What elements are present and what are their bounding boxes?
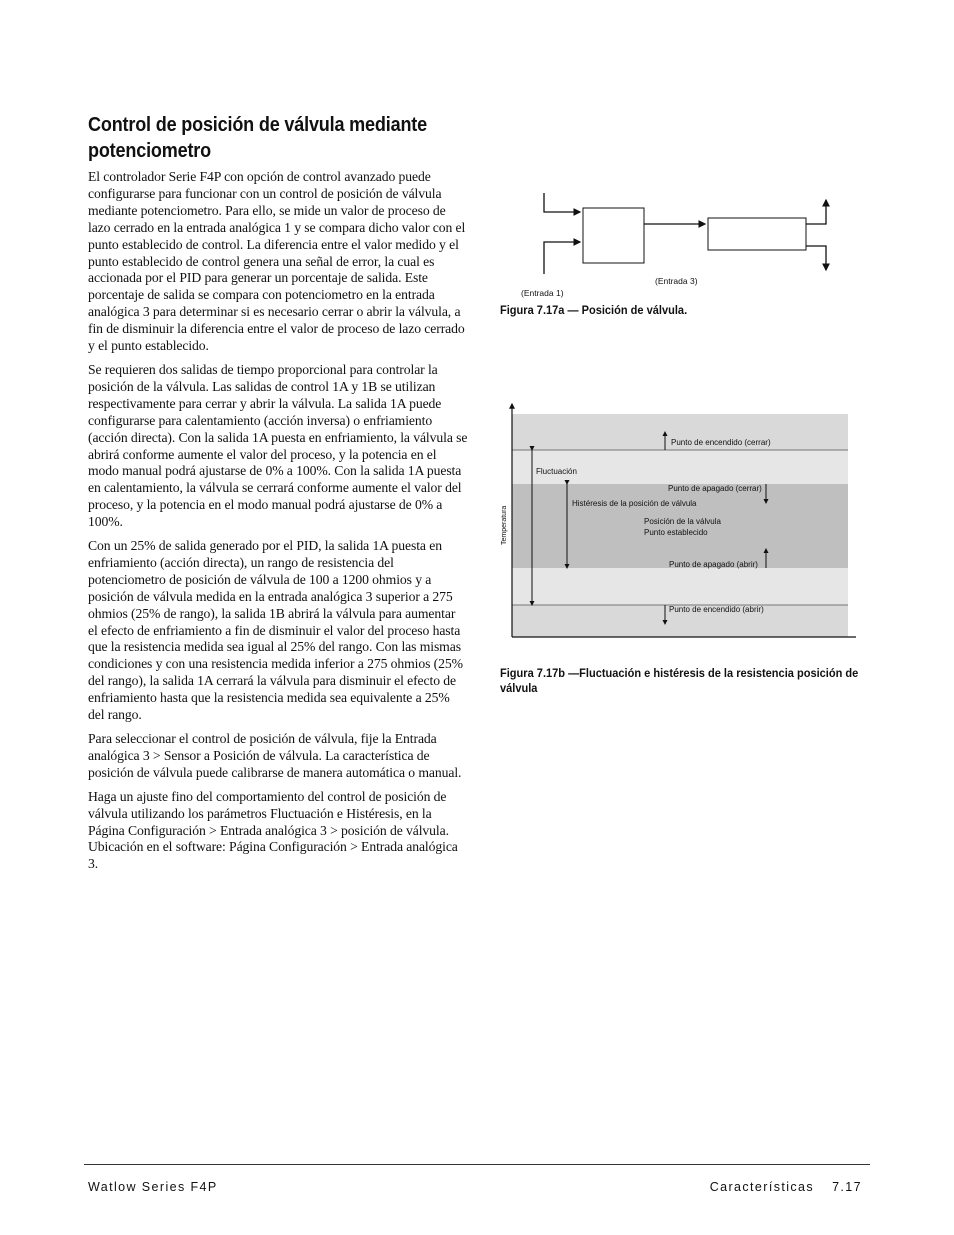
footer-rule bbox=[84, 1164, 870, 1165]
valve-position-label: Posición de la válvula bbox=[644, 517, 721, 526]
y-axis-label: Temperatura bbox=[501, 505, 508, 545]
input-3-label: (Entrada 3) bbox=[655, 276, 698, 286]
band-hysteresis bbox=[512, 484, 848, 568]
paragraph-4: Para seleccionar el control de posición de válvula, fije la Entrada analógica 3 > Sensor a Posición de válvula. La característica de posición de válvula puede calibrarse de manera automática o manual. bbox=[88, 731, 462, 780]
page-number: 7.17 bbox=[832, 1180, 862, 1194]
footer-section bbox=[710, 1180, 862, 1194]
on-open-label: Punto de encendido (abrir) bbox=[669, 605, 764, 614]
band-fluctuation-bottom bbox=[512, 568, 848, 605]
paragraph-3: Con un 25% de salida generado por el PID, la salida 1A puesta en enfriamiento (acción directa), un rango de resistencia del potenciometro de posición de válvula de 100 a 1200 ohmios y a posición de válvula medida en la entrada analógica 3 superior a 275 ohmios (25% de rango), la salida 1B abrirá la válvula para aumentar el efecto de enfriamiento a fin de disminuir el valor del proceso hasta que la resistencia medida sea igual al 25% del rango. Con las mismas condiciones y con una resistencia medida inferior a 275 ohmios (25% del rango), la salida 1A cerrará la válvula para disminuir el efecto de enfriamiento hasta que la resistencia medida sea equivalente a 25% del rango. bbox=[88, 538, 463, 723]
footer-product: Watlow Series F4P bbox=[88, 1180, 218, 1194]
figure-b-caption: Figura 7.17b —Fluctuación e histéresis de la resistencia posición de válvula bbox=[500, 666, 859, 695]
figure-valve-position-diagram bbox=[500, 190, 840, 298]
on-close-label: Punto de encendido (cerrar) bbox=[671, 438, 771, 447]
figure-fluctuation-hysteresis bbox=[500, 395, 860, 645]
input-1-label: (Entrada 1) bbox=[521, 288, 564, 298]
figure-a-caption: Figura 7.17a — Posición de válvula. bbox=[500, 303, 688, 317]
paragraph-2: Se requieren dos salidas de tiempo proporcional para controlar la posición de la válvula. Las salidas de control 1A y 1B se utilizan respectivamente para cerrar y abrir la válvula. La salida 1A puede configurarse para calentamiento (acción inversa) o enfriamiento (acción directa). Con la salida 1A puesta en enfriamiento, la válvula se abrirá conforme aumente el valor del proceso, y la potencia en el modo manual podrá ajustarse de 0% a 100%. Con la salida 1A puesta en calentamiento, la válvula se cerrará conforme aumente el valor del proceso, y la potencia en el modo manual podrá ajustarse de 0% a 100%. bbox=[88, 361, 468, 530]
output-lines bbox=[806, 200, 826, 270]
valve-block bbox=[708, 218, 806, 250]
off-close-label: Punto de apagado (cerrar) bbox=[668, 484, 762, 493]
input-1-line bbox=[544, 193, 580, 274]
footer-section-title: Características bbox=[709, 1180, 815, 1194]
paragraph-5: Haga un ajuste fino del comportamiento del control de posición de válvula utilizando los parámetros Fluctuación e Histéresis, en la Página Configuración > Entrada analógica 3 > posición de válvula. Ubicación en el software: Página Configuración > Entrada analógica 3. bbox=[88, 788, 458, 872]
page-title: Control de posición de válvula mediante potenciometro bbox=[88, 113, 427, 162]
body-text bbox=[88, 169, 468, 880]
paragraph-1: El controlador Serie F4P con opción de control avanzado puede configurarse para funcionar con un control de posición de válvula mediante potenciometro. Para ello, se mide un valor de proceso de lazo cerrado en la entrada analógica 1 y se compara dicho valor con el punto establecido de control. La diferencia entre el valor medido y el punto establecido de control genera una señal de error, la cual es accionada por el PID para generar un porcentaje de salida. Este porcentaje de salida se compara con potenciometro en la entrada analógica 3 para determinar si es necesario cerrar o abrir la válvula, a fin de disminuir la diferencia entre el valor de proceso de lazo cerrado y el punto establecido. bbox=[88, 169, 466, 354]
hysteresis-label: Histéresis de la posición de válvula bbox=[572, 499, 697, 508]
pid-block bbox=[583, 208, 644, 263]
off-open-label: Punto de apagado (abrir) bbox=[669, 560, 758, 569]
fluctuation-label: Fluctuación bbox=[536, 467, 577, 476]
setpoint-label: Punto establecido bbox=[644, 528, 708, 537]
